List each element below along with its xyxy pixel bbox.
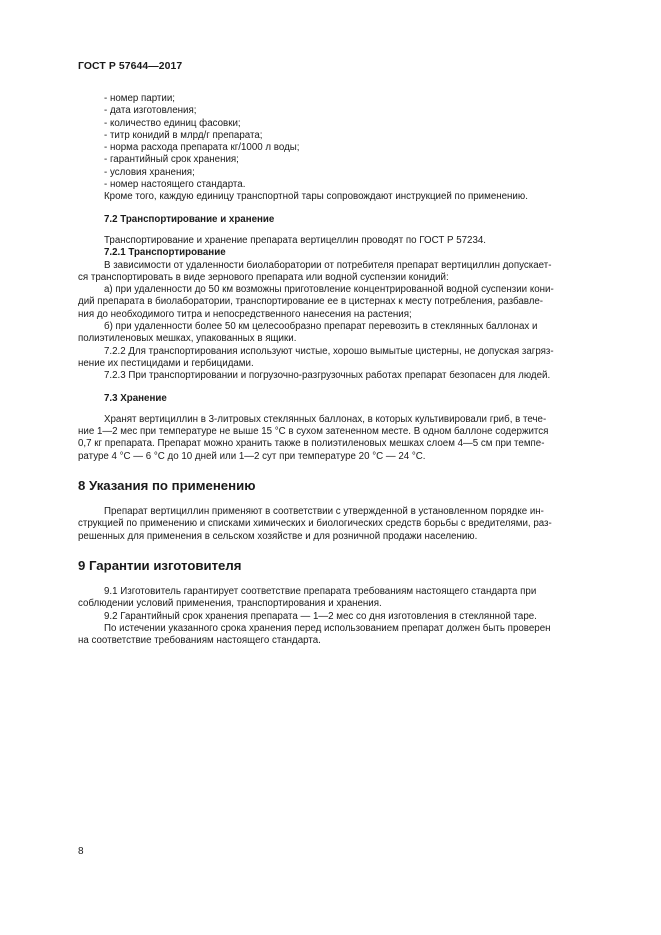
paragraph-line: ратуре 4 °С — 6 °С до 10 дней или 1—2 сут при температуре 20 °С — 24 °С. bbox=[78, 450, 426, 462]
list-item: - количество единиц фасовки; bbox=[104, 117, 241, 129]
paragraph-line: ся транспортировать в виде зернового препарата или водной суспензии конидий: bbox=[78, 271, 449, 283]
paragraph-line: ния до необходимого титра и непосредственного нанесения на растения; bbox=[78, 308, 412, 320]
marking-list bbox=[104, 93, 588, 191]
paragraph-line: 7.2.2 Для транспортирования используют чистые, хорошо вымытые цистерны, не допуская загряз- bbox=[104, 345, 554, 357]
section-heading-7-2-1: 7.2.1 Транспортирование bbox=[104, 247, 226, 259]
paragraph-line: нение их пестицидами и гербицидами. bbox=[78, 357, 254, 369]
paragraph-line: Препарат вертициллин применяют в соответствии с утвержденной в установленном порядке ин- bbox=[104, 506, 544, 518]
section-heading-7-3: 7.3 Хранение bbox=[104, 392, 167, 404]
paragraph-line: 9.1 Изготовитель гарантирует соответствие препарата требованиям настоящего стандарта при bbox=[104, 585, 537, 597]
paragraph-line: б) при удаленности более 50 км целесообразно препарат перевозить в стеклянных баллонах и bbox=[104, 321, 538, 333]
list-item: - гарантийный срок хранения; bbox=[104, 154, 239, 166]
list-item: - титр конидий в млрд/г препарата; bbox=[104, 129, 263, 141]
paragraph-line: полиэтиленовых мешках, упакованных в ящики. bbox=[78, 333, 297, 345]
page-number: 8 bbox=[78, 846, 84, 857]
section-heading-7-2: 7.2 Транспортирование и хранение bbox=[104, 213, 275, 225]
paragraph-line: По истечении указанного срока хранения перед использованием препарат должен быть проверен bbox=[104, 622, 551, 634]
paragraph: Кроме того, каждую единицу транспортной тары сопровождают инструкцией по применению. bbox=[104, 191, 528, 203]
paragraph-line: В зависимости от удаленности биолаборатории от потребителя препарат вертициллин допускает- bbox=[104, 259, 552, 271]
paragraph-line: решенных для применения в сельском хозяйстве и для розничной продажи населению. bbox=[78, 530, 478, 542]
paragraph-line: соблюдении условий применения, транспортирования и хранения. bbox=[78, 598, 382, 610]
document-body bbox=[78, 93, 588, 647]
list-item: - номер настоящего стандарта. bbox=[104, 179, 246, 191]
list-item: - дата изготовления; bbox=[104, 105, 197, 117]
section-heading-8: 8 Указания по применению bbox=[78, 478, 256, 494]
list-item: - норма расхода препарата кг/1000 л воды; bbox=[104, 142, 300, 154]
paragraph-line: а) при удаленности до 50 км возможны приготовление концентрированной водной суспензии кони- bbox=[104, 284, 554, 296]
paragraph-line: ние 1—2 мес при температуре не выше 15 °С в сухом затененном месте. В одном баллоне содержится bbox=[78, 426, 549, 438]
paragraph: Транспортирование и хранение препарата вертицеллин проводят по ГОСТ Р 57234. bbox=[104, 234, 487, 246]
paragraph-line: на соответствие требованиям настоящего стандарта. bbox=[78, 635, 321, 647]
list-item: - условия хранения; bbox=[104, 166, 195, 178]
section-heading-9: 9 Гарантии изготовителя bbox=[78, 557, 242, 573]
paragraph: 7.2.3 При транспортировании и погрузочно-разгрузочных работах препарат безопасен для людей. bbox=[104, 370, 551, 382]
document-header: ГОСТ Р 57644—2017 bbox=[78, 61, 183, 72]
paragraph-line: 0,7 кг препарата. Препарат можно хранить также в полиэтиленовых мешках слоем 4—5 см при темпе- bbox=[78, 438, 545, 450]
list-item: - номер партии; bbox=[104, 93, 175, 104]
paragraph-line: струкцией по применению и списками химических и биологических средств борьбы с вредителями, раз- bbox=[78, 518, 552, 530]
paragraph-line: дий препарата в биолаборатории, транспортирование ее в цистернах к месту потребления, разбавле- bbox=[78, 296, 544, 308]
paragraph-line: 9.2 Гарантийный срок хранения препарата — 1—2 мес со дня изготовления в стеклянной таре. bbox=[104, 610, 537, 622]
paragraph-line: Хранят вертициллин в 3-литровых стеклянных баллонах, в которых культивировали гриб, в тече- bbox=[104, 413, 547, 425]
